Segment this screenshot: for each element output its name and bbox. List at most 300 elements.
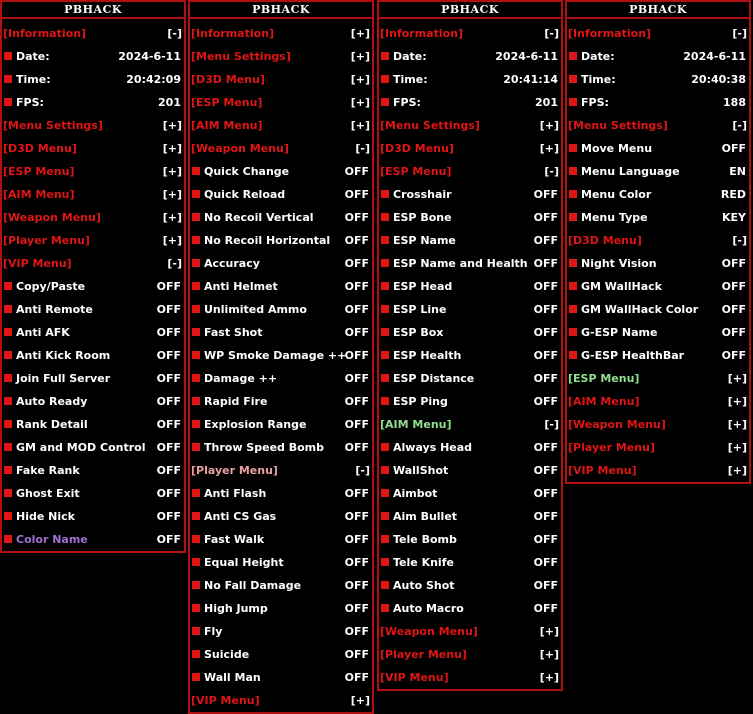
bullet-icon: [569, 75, 577, 83]
item-value: OFF: [344, 671, 369, 684]
section-toggle: [+]: [539, 119, 559, 132]
menu-section-aim-menu[interactable]: [567, 390, 749, 413]
menu-item-esp-head[interactable]: [379, 275, 561, 298]
section-toggle: [+]: [727, 464, 747, 477]
bullet-icon: [192, 167, 200, 175]
section-label: [AIM Menu]: [191, 119, 263, 132]
item-value: KEY: [721, 211, 746, 224]
bullet-icon: [569, 190, 577, 198]
item-value: OFF: [344, 487, 369, 500]
section-label: [ESP Menu]: [380, 165, 452, 178]
menu-item-throw-speed-bomb[interactable]: [190, 436, 372, 459]
menu-item-fly[interactable]: [190, 620, 372, 643]
menu-item-esp-ping[interactable]: [379, 390, 561, 413]
section-label: [Player Menu]: [568, 441, 655, 454]
item-value: OFF: [533, 349, 558, 362]
bullet-icon: [192, 581, 200, 589]
panel-3: [377, 0, 563, 691]
item-label: Suicide: [204, 648, 250, 661]
bullet-icon: [4, 351, 12, 359]
item-value: OFF: [533, 579, 558, 592]
menu-item-time[interactable]: [2, 68, 184, 91]
bullet-icon: [4, 512, 12, 520]
item-value: OFF: [344, 234, 369, 247]
menu-item-gm-wallhack[interactable]: [567, 275, 749, 298]
menu-item-no-recoil-vertical[interactable]: [190, 206, 372, 229]
item-label: ESP Name: [393, 234, 456, 247]
bullet-icon: [381, 443, 389, 451]
bullet-icon: [192, 604, 200, 612]
bullet-icon: [4, 420, 12, 428]
bullet-icon: [381, 351, 389, 359]
item-label: ESP Ping: [393, 395, 448, 408]
menu-item-anti-afk[interactable]: [2, 321, 184, 344]
section-label: [Information]: [568, 27, 652, 40]
item-value: OFF: [533, 211, 558, 224]
item-label: Auto Ready: [16, 395, 88, 408]
panel-rows: [567, 19, 749, 482]
menu-item-damage[interactable]: [190, 367, 372, 390]
menu-item-date[interactable]: [567, 45, 749, 68]
section-label: [Menu Settings]: [191, 50, 291, 63]
section-toggle: [+]: [539, 648, 559, 661]
bullet-icon: [4, 535, 12, 543]
menu-section-aim-menu[interactable]: [190, 114, 372, 137]
bullet-icon: [192, 305, 200, 313]
item-value: 2024-6-11: [683, 50, 746, 63]
item-value: OFF: [156, 487, 181, 500]
item-label: FPS:: [16, 96, 44, 109]
item-label: Anti Flash: [204, 487, 267, 500]
menu-section-player-menu[interactable]: [379, 643, 561, 666]
menu-section-menu-settings[interactable]: [567, 114, 749, 137]
menu-item-gm-wallhack-color[interactable]: [567, 298, 749, 321]
menu-section-esp-menu[interactable]: [567, 367, 749, 390]
item-value: OFF: [344, 648, 369, 661]
item-label: G-ESP Name: [581, 326, 658, 339]
section-label: [Player Menu]: [191, 464, 278, 477]
item-value: OFF: [344, 625, 369, 638]
item-label: GM WallHack: [581, 280, 662, 293]
item-label: ESP Box: [393, 326, 444, 339]
item-label: Equal Height: [204, 556, 284, 569]
item-label: Copy/Paste: [16, 280, 86, 293]
item-value: OFF: [533, 395, 558, 408]
item-label: Aimbot: [393, 487, 438, 500]
menu-item-always-head[interactable]: [379, 436, 561, 459]
menu-item-fake-rank[interactable]: [2, 459, 184, 482]
bullet-icon: [381, 489, 389, 497]
section-toggle: [+]: [162, 234, 182, 247]
section-toggle: [+]: [162, 119, 182, 132]
item-value: OFF: [533, 533, 558, 546]
bullet-icon: [569, 144, 577, 152]
section-toggle: [+]: [162, 165, 182, 178]
item-value: OFF: [721, 349, 746, 362]
menu-section-weapon-menu[interactable]: [190, 137, 372, 160]
menu-item-time[interactable]: [379, 68, 561, 91]
bullet-icon: [381, 397, 389, 405]
item-value: OFF: [721, 303, 746, 316]
panel-rows: [190, 19, 372, 712]
panel-rows: [2, 19, 184, 551]
bullet-icon: [569, 98, 577, 106]
menu-item-anti-remote[interactable]: [2, 298, 184, 321]
menu-item-copy-paste[interactable]: [2, 275, 184, 298]
menu-item-esp-distance[interactable]: [379, 367, 561, 390]
menu-item-wp-smoke-damage[interactable]: [190, 344, 372, 367]
panel-title: PBHACK: [190, 2, 372, 19]
menu-item-fast-shot[interactable]: [190, 321, 372, 344]
menu-item-hide-nick[interactable]: [2, 505, 184, 528]
menu-item-move-menu[interactable]: [567, 137, 749, 160]
item-label: Aim Bullet: [393, 510, 458, 523]
section-label: [Weapon Menu]: [3, 211, 101, 224]
item-value: OFF: [344, 188, 369, 201]
menu-section-player-menu[interactable]: [2, 229, 184, 252]
item-value: OFF: [156, 326, 181, 339]
section-label: [Player Menu]: [3, 234, 90, 247]
item-label: ESP Bone: [393, 211, 452, 224]
menu-item-date[interactable]: [2, 45, 184, 68]
item-label: High Jump: [204, 602, 268, 615]
menu-item-tele-knife[interactable]: [379, 551, 561, 574]
item-label: Fast Walk: [204, 533, 265, 546]
section-label: [AIM Menu]: [380, 418, 452, 431]
item-label: Tele Bomb: [393, 533, 457, 546]
section-toggle: [-]: [544, 418, 559, 431]
menu-item-wallshot[interactable]: [379, 459, 561, 482]
menu-section-d3d-menu[interactable]: [2, 137, 184, 160]
panel-1: [0, 0, 186, 553]
menu-section-vip-menu[interactable]: [2, 252, 184, 275]
menu-item-time[interactable]: [567, 68, 749, 91]
bullet-icon: [192, 420, 200, 428]
item-label: Throw Speed Bomb: [204, 441, 325, 454]
section-label: [D3D Menu]: [191, 73, 265, 86]
item-value: 201: [535, 96, 558, 109]
section-toggle: [-]: [732, 119, 747, 132]
item-label: Quick Reload: [204, 188, 286, 201]
section-toggle: [+]: [539, 671, 559, 684]
bullet-icon: [192, 328, 200, 336]
menu-item-explosion-range[interactable]: [190, 413, 372, 436]
menu-section-aim-menu[interactable]: [2, 183, 184, 206]
bullet-icon: [381, 236, 389, 244]
item-value: OFF: [533, 257, 558, 270]
menu-item-fps[interactable]: [2, 91, 184, 114]
item-value: OFF: [533, 326, 558, 339]
menu-item-esp-name[interactable]: [379, 229, 561, 252]
menu-section-vip-menu[interactable]: [190, 689, 372, 712]
section-label: [Menu Settings]: [3, 119, 103, 132]
section-label: [VIP Menu]: [3, 257, 72, 270]
section-toggle: [+]: [162, 142, 182, 155]
menu-item-aimbot[interactable]: [379, 482, 561, 505]
menu-section-player-menu[interactable]: [567, 436, 749, 459]
bullet-icon: [4, 489, 12, 497]
section-toggle: [+]: [727, 395, 747, 408]
bullet-icon: [381, 512, 389, 520]
menu-item-aim-bullet[interactable]: [379, 505, 561, 528]
item-value: OFF: [721, 326, 746, 339]
item-value: OFF: [533, 188, 558, 201]
section-label: [AIM Menu]: [3, 188, 75, 201]
item-value: EN: [729, 165, 746, 178]
item-value: OFF: [156, 280, 181, 293]
section-toggle: [-]: [544, 27, 559, 40]
item-value: OFF: [344, 280, 369, 293]
menu-item-unlimited-ammo[interactable]: [190, 298, 372, 321]
menu-item-fast-walk[interactable]: [190, 528, 372, 551]
menu-item-high-jump[interactable]: [190, 597, 372, 620]
menu-section-esp-menu[interactable]: [2, 160, 184, 183]
bullet-icon: [4, 443, 12, 451]
item-label: Night Vision: [581, 257, 657, 270]
section-label: [VIP Menu]: [191, 694, 260, 707]
bullet-icon: [192, 236, 200, 244]
bullet-icon: [4, 397, 12, 405]
item-label: Tele Knife: [393, 556, 454, 569]
section-label: [Weapon Menu]: [191, 142, 289, 155]
menu-item-menu-color[interactable]: [567, 183, 749, 206]
item-value: OFF: [721, 280, 746, 293]
item-value: OFF: [156, 418, 181, 431]
menu-section-esp-menu[interactable]: [379, 160, 561, 183]
bullet-icon: [192, 535, 200, 543]
item-label: Explosion Range: [204, 418, 307, 431]
menu-item-crosshair[interactable]: [379, 183, 561, 206]
bullet-icon: [192, 627, 200, 635]
menu-section-player-menu[interactable]: [190, 459, 372, 482]
item-value: OFF: [533, 280, 558, 293]
menu-item-ghost-exit[interactable]: [2, 482, 184, 505]
item-label: Menu Color: [581, 188, 652, 201]
item-label: Time:: [393, 73, 428, 86]
item-label: Fly: [204, 625, 223, 638]
menu-section-weapon-menu[interactable]: [567, 413, 749, 436]
menu-section-information[interactable]: [379, 22, 561, 45]
item-label: Menu Language: [581, 165, 680, 178]
item-label: Time:: [581, 73, 616, 86]
menu-section-information[interactable]: [567, 22, 749, 45]
item-value: OFF: [344, 257, 369, 270]
section-label: [D3D Menu]: [568, 234, 642, 247]
item-value: OFF: [344, 326, 369, 339]
menu-item-esp-box[interactable]: [379, 321, 561, 344]
item-value: 20:40:38: [691, 73, 746, 86]
item-label: ESP Line: [393, 303, 447, 316]
bullet-icon: [192, 489, 200, 497]
bullet-icon: [192, 443, 200, 451]
menu-section-vip-menu[interactable]: [567, 459, 749, 482]
item-label: Fake Rank: [16, 464, 80, 477]
item-value: OFF: [156, 533, 181, 546]
bullet-icon: [381, 535, 389, 543]
menu-section-menu-settings[interactable]: [190, 45, 372, 68]
menu-item-esp-name-and-health[interactable]: [379, 252, 561, 275]
menu-item-anti-flash[interactable]: [190, 482, 372, 505]
menu-section-aim-menu[interactable]: [379, 413, 561, 436]
section-toggle: [+]: [350, 96, 370, 109]
bullet-icon: [192, 558, 200, 566]
item-label: Color Name: [16, 533, 88, 546]
menu-item-rank-detail[interactable]: [2, 413, 184, 436]
bullet-icon: [4, 282, 12, 290]
section-label: [Menu Settings]: [380, 119, 480, 132]
item-value: OFF: [344, 602, 369, 615]
menu-item-tele-bomb[interactable]: [379, 528, 561, 551]
item-label: Date:: [393, 50, 427, 63]
section-label: [VIP Menu]: [380, 671, 449, 684]
item-label: Crosshair: [393, 188, 452, 201]
section-toggle: [-]: [732, 234, 747, 247]
menu-section-weapon-menu[interactable]: [379, 620, 561, 643]
section-label: [Information]: [380, 27, 464, 40]
item-label: Fast Shot: [204, 326, 263, 339]
bullet-icon: [381, 558, 389, 566]
item-label: GM WallHack Color: [581, 303, 699, 316]
menu-section-information[interactable]: [190, 22, 372, 45]
bullet-icon: [381, 282, 389, 290]
section-toggle: [+]: [350, 73, 370, 86]
item-value: OFF: [721, 142, 746, 155]
section-toggle: [+]: [350, 27, 370, 40]
section-toggle: [-]: [544, 165, 559, 178]
item-label: Always Head: [393, 441, 473, 454]
item-label: Rank Detail: [16, 418, 88, 431]
menu-section-d3d-menu[interactable]: [190, 68, 372, 91]
item-label: Anti Remote: [16, 303, 93, 316]
bullet-icon: [381, 466, 389, 474]
item-label: G-ESP HealthBar: [581, 349, 685, 362]
bullet-icon: [569, 351, 577, 359]
menu-section-menu-settings[interactable]: [2, 114, 184, 137]
bullet-icon: [381, 75, 389, 83]
item-value: 2024-6-11: [495, 50, 558, 63]
bullet-icon: [4, 328, 12, 336]
menu-item-auto-shot[interactable]: [379, 574, 561, 597]
item-value: OFF: [533, 510, 558, 523]
bullet-icon: [569, 282, 577, 290]
bullet-icon: [4, 305, 12, 313]
item-value: OFF: [344, 211, 369, 224]
bullet-icon: [569, 167, 577, 175]
item-label: Hide Nick: [16, 510, 75, 523]
menu-item-date[interactable]: [379, 45, 561, 68]
item-value: OFF: [533, 602, 558, 615]
menu-section-vip-menu[interactable]: [379, 666, 561, 689]
bullet-icon: [381, 581, 389, 589]
bullet-icon: [381, 213, 389, 221]
menu-section-d3d-menu[interactable]: [567, 229, 749, 252]
menu-item-no-recoil-horizontal[interactable]: [190, 229, 372, 252]
item-label: No Recoil Vertical: [204, 211, 314, 224]
menu-item-equal-height[interactable]: [190, 551, 372, 574]
menu-item-accuracy[interactable]: [190, 252, 372, 275]
menu-item-fps[interactable]: [567, 91, 749, 114]
menu-section-menu-settings[interactable]: [379, 114, 561, 137]
menu-section-d3d-menu[interactable]: [379, 137, 561, 160]
bullet-icon: [192, 351, 200, 359]
panel-rows: [379, 19, 561, 689]
section-toggle: [-]: [355, 142, 370, 155]
item-value: OFF: [344, 533, 369, 546]
menu-item-quick-change[interactable]: [190, 160, 372, 183]
menu-item-auto-ready[interactable]: [2, 390, 184, 413]
item-value: OFF: [344, 579, 369, 592]
item-value: OFF: [344, 165, 369, 178]
bullet-icon: [192, 512, 200, 520]
item-label: No Fall Damage: [204, 579, 302, 592]
section-label: [ESP Menu]: [3, 165, 75, 178]
item-label: Join Full Server: [16, 372, 111, 385]
bullet-icon: [569, 213, 577, 221]
bullet-icon: [4, 98, 12, 106]
menu-item-menu-type[interactable]: [567, 206, 749, 229]
menu-section-esp-menu[interactable]: [190, 91, 372, 114]
item-label: ESP Distance: [393, 372, 475, 385]
item-value: OFF: [344, 303, 369, 316]
menu-section-information[interactable]: [2, 22, 184, 45]
menu-item-anti-helmet[interactable]: [190, 275, 372, 298]
menu-item-esp-bone[interactable]: [379, 206, 561, 229]
item-value: 201: [158, 96, 181, 109]
menu-item-esp-line[interactable]: [379, 298, 561, 321]
item-value: 2024-6-11: [118, 50, 181, 63]
menu-section-weapon-menu[interactable]: [2, 206, 184, 229]
menu-item-auto-macro[interactable]: [379, 597, 561, 620]
menu-item-wall-man[interactable]: [190, 666, 372, 689]
item-label: Anti Kick Room: [16, 349, 111, 362]
menu-item-no-fall-damage[interactable]: [190, 574, 372, 597]
bullet-icon: [381, 190, 389, 198]
bullet-icon: [381, 259, 389, 267]
section-label: [ESP Menu]: [191, 96, 263, 109]
menu-item-esp-health[interactable]: [379, 344, 561, 367]
section-toggle: [-]: [167, 27, 182, 40]
bullet-icon: [192, 397, 200, 405]
item-value: 20:42:09: [126, 73, 181, 86]
menu-item-anti-kick-room[interactable]: [2, 344, 184, 367]
item-label: Rapid Fire: [204, 395, 268, 408]
menu-item-g-esp-healthbar[interactable]: [567, 344, 749, 367]
item-value: OFF: [344, 395, 369, 408]
panel-4: [565, 0, 751, 484]
menu-item-rapid-fire[interactable]: [190, 390, 372, 413]
menu-item-color-name[interactable]: [2, 528, 184, 551]
bullet-icon: [192, 673, 200, 681]
menu-item-night-vision[interactable]: [567, 252, 749, 275]
section-label: [AIM Menu]: [568, 395, 640, 408]
menu-item-suicide[interactable]: [190, 643, 372, 666]
item-label: Anti Helmet: [204, 280, 278, 293]
menu-item-menu-language[interactable]: [567, 160, 749, 183]
item-value: OFF: [721, 257, 746, 270]
menu-item-gm-and-mod-control[interactable]: [2, 436, 184, 459]
menu-item-fps[interactable]: [379, 91, 561, 114]
item-label: GM and MOD Control: [16, 441, 146, 454]
item-label: Time:: [16, 73, 51, 86]
panel-2: [188, 0, 374, 714]
menu-item-join-full-server[interactable]: [2, 367, 184, 390]
section-toggle: [-]: [167, 257, 182, 270]
section-toggle: [+]: [162, 211, 182, 224]
menu-item-anti-cs-gas[interactable]: [190, 505, 372, 528]
bullet-icon: [381, 328, 389, 336]
menu-item-g-esp-name[interactable]: [567, 321, 749, 344]
menu-item-quick-reload[interactable]: [190, 183, 372, 206]
